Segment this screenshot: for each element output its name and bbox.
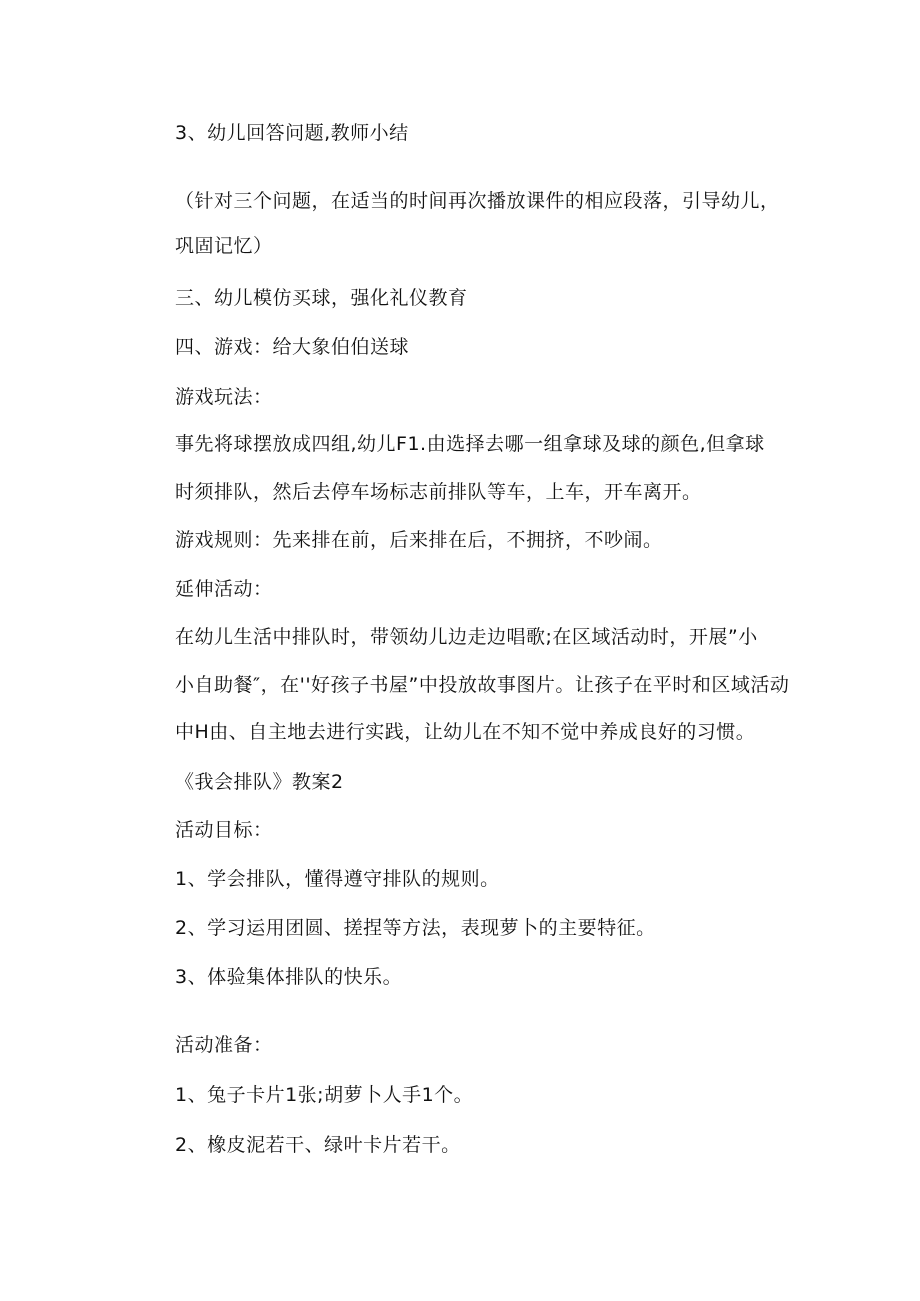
extension-activity-text: 在幼儿生活中排队时，带领幼儿边走边唱歌;在区域活动时，开展”小 <box>175 626 758 648</box>
extension-activity-text-cont2: 中H由、自主地去进行实践，让幼儿在不知不觉中养成良好的习惯。 <box>175 721 756 743</box>
activity-goals-label: 活动目标： <box>175 819 273 841</box>
lesson-plan-2-title: 《我会排队》教案2 <box>175 771 344 793</box>
note-replay-courseware: （针对三个问题，在适当的时间再次播放课件的相应段落，引导幼儿， <box>175 190 780 212</box>
goal-3: 3、体验集体排队的快乐。 <box>175 966 403 988</box>
extension-activity-text-cont1: 小自助餐″，在''好孩子书屋”中投放故事图片。让孩子在平时和区域活动 <box>175 674 790 696</box>
goal-1: 1、学会排队，懂得遵守排队的规则。 <box>175 868 500 890</box>
game-method-text: 事先将球摆放成四组,幼儿F1.由选择去哪一组拿球及球的颜色,但拿球 <box>175 433 765 455</box>
game-method-text-cont: 时须排队，然后去停车场标志前排队等车，上车，开车离开。 <box>175 481 702 503</box>
activity-prep-label: 活动准备： <box>175 1034 273 1056</box>
section-four-heading: 四、游戏：给大象伯伯送球 <box>175 336 410 358</box>
note-replay-courseware-cont: 巩固记忆） <box>175 235 273 257</box>
extension-activity-label: 延伸活动： <box>175 578 273 600</box>
section-three-heading: 三、幼儿模仿买球，强化礼仪教育 <box>175 287 468 309</box>
step-3-answer-summary: 3、幼儿回答问题,教师小结 <box>175 122 409 144</box>
game-method-label: 游戏玩法： <box>175 386 273 408</box>
prep-2: 2、橡皮泥若干、绿叶卡片若干。 <box>175 1134 461 1156</box>
game-rules: 游戏规则：先来排在前，后来排在后，不拥挤，不吵闹。 <box>175 529 663 551</box>
goal-2: 2、学习运用团圆、搓捏等方法，表现萝卜的主要特征。 <box>175 917 656 939</box>
prep-1: 1、兔子卡片1张;胡萝卜人手1个。 <box>175 1084 474 1106</box>
